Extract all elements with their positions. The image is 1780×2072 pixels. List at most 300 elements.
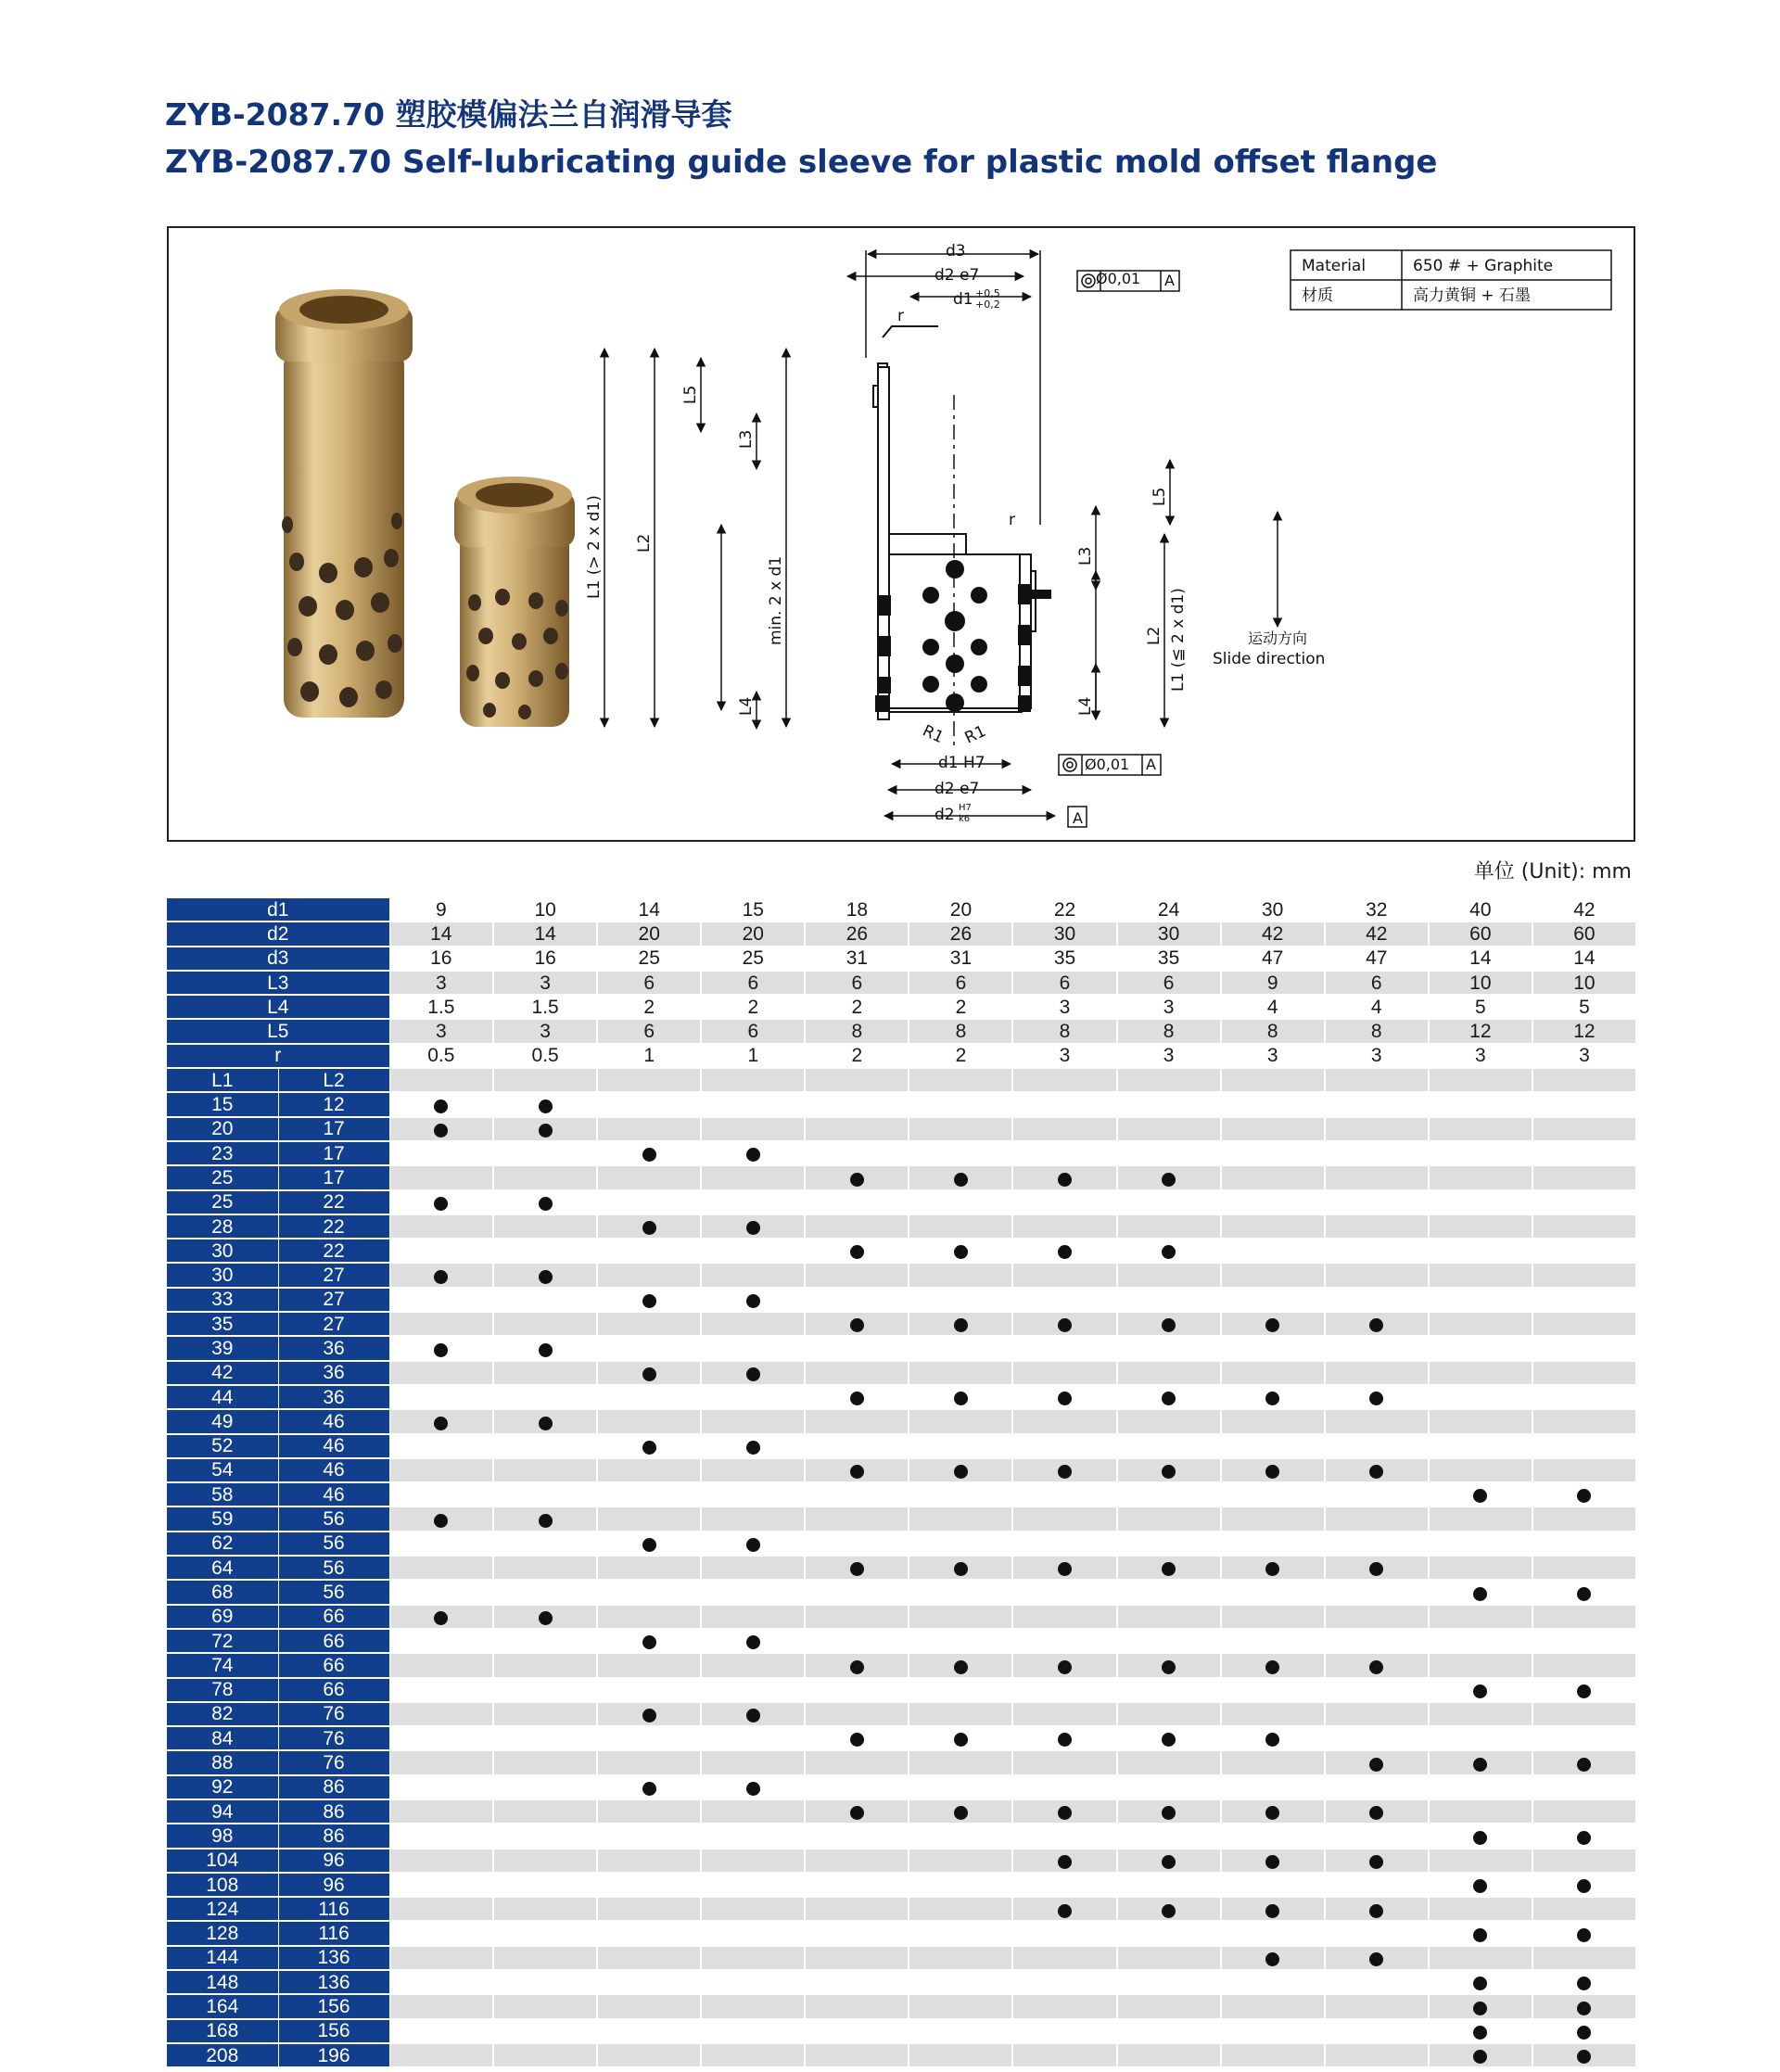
- availability-cell: [1221, 1897, 1325, 1921]
- availability-cell: [597, 1506, 701, 1531]
- available-dot-icon: [850, 1660, 864, 1674]
- availability-cell: [389, 1726, 493, 1750]
- param-value: 8: [1012, 1019, 1116, 1043]
- availability-cell: [1429, 1824, 1532, 1848]
- availability-cell: [805, 1799, 909, 1824]
- availability-cell: [1532, 1385, 1636, 1409]
- availability-cell: [597, 1849, 701, 1873]
- available-dot-icon: [954, 1318, 968, 1332]
- availability-cell: [597, 1921, 701, 1945]
- availability-cell: [805, 1117, 909, 1141]
- param-value: 2: [909, 995, 1012, 1019]
- l1-value: 92: [167, 1775, 278, 1799]
- param-value: 16: [389, 947, 493, 971]
- param-value: 9: [1221, 971, 1325, 995]
- availability-cell: [909, 1775, 1012, 1799]
- l1-value: 49: [167, 1409, 278, 1433]
- availability-cell: [493, 1288, 597, 1312]
- availability-cell: [1429, 1312, 1532, 1336]
- param-name: r: [167, 1044, 389, 1068]
- availability-cell: [1532, 1799, 1636, 1824]
- available-dot-icon: [1058, 1173, 1072, 1187]
- concentric-top: Ø0,01: [1096, 270, 1141, 287]
- l2-value: 136: [278, 1946, 389, 1970]
- l1-value: 35: [167, 1312, 278, 1336]
- availability-cell: [1221, 1263, 1325, 1287]
- availability-cell: [389, 1288, 493, 1312]
- availability-cell: [1325, 1726, 1429, 1750]
- available-dot-icon: [1162, 1173, 1176, 1187]
- l1-value: 30: [167, 1263, 278, 1287]
- l1-value: 59: [167, 1506, 278, 1531]
- available-dot-icon: [1577, 1977, 1591, 1990]
- availability-cell: [389, 1653, 493, 1677]
- availability-cell: [701, 1458, 805, 1482]
- availability-cell: [1325, 1678, 1429, 1702]
- available-dot-icon: [1473, 2050, 1487, 2064]
- label-l5-right: L5: [1151, 487, 1169, 506]
- param-value: 10: [493, 898, 597, 922]
- availability-cell: [597, 1824, 701, 1848]
- availability-cell: [805, 1263, 909, 1287]
- availability-cell: [909, 2043, 1012, 2067]
- availability-cell: [701, 1750, 805, 1774]
- availability-cell: [701, 1726, 805, 1750]
- param-value: 6: [597, 971, 701, 995]
- l2-value: 22: [278, 1214, 389, 1239]
- availability-cell: [493, 1214, 597, 1239]
- availability-cell: [493, 1190, 597, 1214]
- param-value: 6: [909, 971, 1012, 995]
- availability-cell: [1117, 1750, 1221, 1774]
- available-dot-icon: [954, 1660, 968, 1674]
- empty-cell: [389, 1068, 493, 1092]
- l1-value: 148: [167, 1970, 278, 1994]
- label-tol-lower: +0,2: [975, 299, 1000, 311]
- availability-cell: [493, 1580, 597, 1604]
- availability-cell: [597, 1117, 701, 1141]
- param-value: 16: [493, 947, 597, 971]
- l2-value: 66: [278, 1653, 389, 1677]
- param-row-d2: [167, 922, 1636, 946]
- param-value: 6: [1012, 971, 1116, 995]
- table-row: [167, 1409, 1636, 1433]
- availability-cell: [1532, 1288, 1636, 1312]
- availability-cell: [805, 1165, 909, 1189]
- availability-cell: [1117, 1482, 1221, 1506]
- availability-cell: [1532, 1312, 1636, 1336]
- availability-cell: [493, 1799, 597, 1824]
- available-dot-icon: [850, 1245, 864, 1259]
- title-chinese: ZYB-2087.70 塑胶模偏法兰自润滑导套: [165, 96, 732, 133]
- availability-cell: [1429, 1434, 1532, 1458]
- availability-cell: [1117, 1458, 1221, 1482]
- availability-cell: [1532, 1702, 1636, 1726]
- available-dot-icon: [1577, 1684, 1591, 1698]
- availability-cell: [805, 1849, 909, 1873]
- table-row: [167, 1556, 1636, 1580]
- product-figure: [167, 226, 1635, 842]
- l1-value: 88: [167, 1750, 278, 1774]
- availability-cell: [597, 1263, 701, 1287]
- availability-cell: [1325, 1141, 1429, 1165]
- param-value: 6: [1117, 971, 1221, 995]
- availability-cell: [1532, 1824, 1636, 1848]
- datum-top: A: [1164, 272, 1175, 289]
- l2-value: 136: [278, 1970, 389, 1994]
- availability-cell: [1429, 1653, 1532, 1677]
- availability-cell: [909, 1629, 1012, 1653]
- availability-cell: [493, 1824, 597, 1848]
- availability-cell: [1012, 1849, 1116, 1873]
- param-value: 0.5: [493, 1044, 597, 1068]
- slide-direction-en: Slide direction: [1213, 650, 1326, 668]
- available-dot-icon: [642, 1221, 656, 1235]
- l1-value: 168: [167, 2019, 278, 2043]
- availability-cell: [701, 1385, 805, 1409]
- availability-cell: [701, 1312, 805, 1336]
- availability-cell: [909, 1824, 1012, 1848]
- availability-cell: [597, 1532, 701, 1556]
- l2-value: 46: [278, 1482, 389, 1506]
- param-name: d2: [167, 922, 389, 946]
- availability-cell: [1221, 1580, 1325, 1604]
- availability-cell: [389, 1239, 493, 1263]
- l2-value: 56: [278, 1532, 389, 1556]
- availability-cell: [1117, 1532, 1221, 1556]
- availability-cell: [805, 1702, 909, 1726]
- availability-cell: [493, 1556, 597, 1580]
- available-dot-icon: [642, 1635, 656, 1649]
- availability-cell: [909, 1288, 1012, 1312]
- available-dot-icon: [746, 1635, 760, 1649]
- availability-cell: [1532, 1849, 1636, 1873]
- available-dot-icon: [1369, 1855, 1383, 1869]
- availability-cell: [493, 1605, 597, 1629]
- available-dot-icon: [1265, 1318, 1279, 1332]
- availability-cell: [1117, 2043, 1221, 2067]
- availability-cell: [597, 1312, 701, 1336]
- availability-cell: [597, 1434, 701, 1458]
- l1-value: 108: [167, 1873, 278, 1897]
- availability-cell: [389, 1775, 493, 1799]
- available-dot-icon: [1265, 1392, 1279, 1405]
- availability-cell: [493, 1970, 597, 1994]
- availability-cell: [1429, 1580, 1532, 1604]
- availability-cell: [1429, 1361, 1532, 1385]
- availability-cell: [597, 1556, 701, 1580]
- available-dot-icon: [1369, 1660, 1383, 1674]
- availability-cell: [1429, 1605, 1532, 1629]
- table-row: [167, 1263, 1636, 1287]
- availability-cell: [1221, 1214, 1325, 1239]
- available-dot-icon: [642, 1148, 656, 1162]
- l1-value: 28: [167, 1214, 278, 1239]
- param-name: d1: [167, 898, 389, 922]
- availability-cell: [1429, 1385, 1532, 1409]
- availability-cell: [597, 1385, 701, 1409]
- availability-cell: [1012, 1482, 1116, 1506]
- availability-cell: [1117, 1605, 1221, 1629]
- availability-cell: [597, 1702, 701, 1726]
- available-dot-icon: [1058, 1733, 1072, 1747]
- availability-cell: [1117, 1580, 1221, 1604]
- l1-value: 23: [167, 1141, 278, 1165]
- availability-cell: [1221, 2043, 1325, 2067]
- availability-cell: [389, 1409, 493, 1433]
- param-row-d1: [167, 898, 1636, 922]
- availability-cell: [1429, 1678, 1532, 1702]
- availability-cell: [909, 1141, 1012, 1165]
- availability-cell: [1325, 1702, 1429, 1726]
- availability-cell: [805, 1288, 909, 1312]
- availability-cell: [1117, 1117, 1221, 1141]
- availability-cell: [909, 1506, 1012, 1531]
- availability-cell: [1429, 1239, 1532, 1263]
- available-dot-icon: [850, 1465, 864, 1479]
- param-value: 0.5: [389, 1044, 493, 1068]
- available-dot-icon: [850, 1392, 864, 1405]
- availability-cell: [1012, 1873, 1116, 1897]
- l2-value: 156: [278, 2019, 389, 2043]
- availability-cell: [493, 1994, 597, 2018]
- availability-cell: [1221, 1849, 1325, 1873]
- l1-value: 94: [167, 1799, 278, 1824]
- datum-box: A: [1073, 809, 1083, 827]
- available-dot-icon: [1265, 1806, 1279, 1820]
- availability-cell: [389, 1605, 493, 1629]
- availability-cell: [1117, 1556, 1221, 1580]
- availability-cell: [389, 1312, 493, 1336]
- availability-cell: [805, 1897, 909, 1921]
- availability-cell: [1012, 2043, 1116, 2067]
- l1-value: 58: [167, 1482, 278, 1506]
- l2-value: 22: [278, 1239, 389, 1263]
- available-dot-icon: [746, 1441, 760, 1455]
- available-dot-icon: [1577, 1831, 1591, 1845]
- label-d1-tol: d1: [953, 290, 973, 309]
- availability-cell: [597, 1653, 701, 1677]
- table-row: [167, 1506, 1636, 1531]
- availability-cell: [1325, 1605, 1429, 1629]
- availability-cell: [1117, 1336, 1221, 1360]
- table-row: [167, 1726, 1636, 1750]
- label-tol-upper: +0,5: [975, 287, 1000, 299]
- available-dot-icon: [1577, 2026, 1591, 2040]
- availability-cell: [1012, 1556, 1116, 1580]
- l2-value: 56: [278, 1580, 389, 1604]
- availability-cell: [1325, 2043, 1429, 2067]
- param-row-l3: [167, 971, 1636, 995]
- availability-cell: [1429, 1532, 1532, 1556]
- availability-cell: [1012, 1288, 1116, 1312]
- availability-cell: [389, 1214, 493, 1239]
- availability-cell: [493, 1409, 597, 1433]
- param-value: 12: [1429, 1019, 1532, 1043]
- available-dot-icon: [642, 1367, 656, 1381]
- l2-value: 17: [278, 1165, 389, 1189]
- availability-cell: [1221, 1141, 1325, 1165]
- param-value: 2: [805, 1044, 909, 1068]
- label-l1-right: L1 (≦ 2 x d1): [1169, 588, 1188, 692]
- availability-cell: [493, 1726, 597, 1750]
- availability-cell: [1532, 1556, 1636, 1580]
- available-dot-icon: [642, 1294, 656, 1308]
- availability-cell: [701, 1921, 805, 1945]
- availability-cell: [1117, 1263, 1221, 1287]
- availability-cell: [493, 1897, 597, 1921]
- availability-cell: [493, 1141, 597, 1165]
- available-dot-icon: [1369, 1952, 1383, 1966]
- availability-cell: [805, 1141, 909, 1165]
- table-row: [167, 1629, 1636, 1653]
- empty-cell: [805, 1068, 909, 1092]
- availability-cell: [597, 1629, 701, 1653]
- availability-cell: [1532, 1141, 1636, 1165]
- label-h7: H7: [959, 803, 972, 813]
- availability-cell: [389, 1434, 493, 1458]
- param-value: 5: [1429, 995, 1532, 1019]
- availability-cell: [1117, 1506, 1221, 1531]
- available-dot-icon: [746, 1367, 760, 1381]
- availability-cell: [1325, 1117, 1429, 1141]
- l2-value: 56: [278, 1506, 389, 1531]
- l1-value: 124: [167, 1897, 278, 1921]
- l2-value: 86: [278, 1799, 389, 1824]
- availability-cell: [493, 1873, 597, 1897]
- label-d2-bottom: d2: [934, 806, 955, 824]
- specification-table: [167, 898, 1637, 2068]
- available-dot-icon: [1369, 1465, 1383, 1479]
- product-photo-short-sleeve: [454, 477, 575, 727]
- availability-cell: [1532, 1092, 1636, 1116]
- availability-cell: [493, 1653, 597, 1677]
- availability-cell: [493, 1239, 597, 1263]
- technical-drawing: [604, 250, 1611, 827]
- param-row-r: [167, 1044, 1636, 1068]
- label-l4-right: L4: [1076, 696, 1095, 716]
- availability-cell: [1012, 1506, 1116, 1531]
- availability-cell: [805, 1556, 909, 1580]
- availability-cell: [805, 1239, 909, 1263]
- availability-cell: [1325, 1385, 1429, 1409]
- availability-cell: [805, 1653, 909, 1677]
- availability-cell: [493, 1678, 597, 1702]
- label-d1h7: d1 H7: [938, 754, 985, 772]
- available-dot-icon: [1058, 1318, 1072, 1332]
- available-dot-icon: [1473, 1879, 1487, 1893]
- availability-cell: [701, 1409, 805, 1433]
- available-dot-icon: [642, 1782, 656, 1796]
- availability-cell: [1325, 1897, 1429, 1921]
- availability-cell: [701, 1190, 805, 1214]
- availability-cell: [1325, 1824, 1429, 1848]
- availability-cell: [1532, 1750, 1636, 1774]
- availability-cell: [1325, 1970, 1429, 1994]
- availability-cell: [1117, 1873, 1221, 1897]
- availability-cell: [1429, 1921, 1532, 1945]
- availability-cell: [909, 1726, 1012, 1750]
- param-value: 3: [1012, 1044, 1116, 1068]
- param-value: 42: [1221, 922, 1325, 946]
- availability-cell: [389, 1873, 493, 1897]
- availability-cell: [805, 1312, 909, 1336]
- availability-cell: [1221, 1482, 1325, 1506]
- availability-cell: [1429, 2043, 1532, 2067]
- availability-cell: [1532, 1946, 1636, 1970]
- availability-cell: [1012, 1532, 1116, 1556]
- availability-cell: [1117, 1190, 1221, 1214]
- available-dot-icon: [1058, 1245, 1072, 1259]
- param-value: 6: [701, 1019, 805, 1043]
- availability-cell: [909, 1409, 1012, 1433]
- available-dot-icon: [1058, 1904, 1072, 1918]
- param-row-l5: [167, 1019, 1636, 1043]
- param-value: 25: [597, 947, 701, 971]
- param-value: 40: [1429, 898, 1532, 922]
- availability-cell: [805, 1946, 909, 1970]
- l1-value: 44: [167, 1385, 278, 1409]
- param-value: 2: [701, 995, 805, 1019]
- param-value: 6: [805, 971, 909, 995]
- table-row: [167, 1165, 1636, 1189]
- l2-value: 196: [278, 2043, 389, 2067]
- available-dot-icon: [1162, 1245, 1176, 1259]
- availability-cell: [1117, 1141, 1221, 1165]
- available-dot-icon: [1473, 1831, 1487, 1845]
- availability-cell: [1532, 1506, 1636, 1531]
- available-dot-icon: [1369, 1904, 1383, 1918]
- availability-cell: [597, 1482, 701, 1506]
- availability-cell: [1325, 1214, 1429, 1239]
- l1-value: 30: [167, 1239, 278, 1263]
- availability-cell: [389, 1629, 493, 1653]
- availability-cell: [1221, 1824, 1325, 1848]
- availability-cell: [1221, 1458, 1325, 1482]
- availability-cell: [1221, 1556, 1325, 1580]
- available-dot-icon: [434, 1124, 448, 1138]
- available-dot-icon: [1473, 1489, 1487, 1503]
- l2-value: 86: [278, 1824, 389, 1848]
- availability-cell: [389, 1092, 493, 1116]
- l2-value: 66: [278, 1605, 389, 1629]
- l2-value: 12: [278, 1092, 389, 1116]
- availability-cell: [1532, 1263, 1636, 1287]
- label-k6: k6: [959, 814, 971, 824]
- availability-cell: [1221, 2019, 1325, 2043]
- param-value: 31: [805, 947, 909, 971]
- l1-value: 164: [167, 1994, 278, 2018]
- availability-cell: [1325, 1458, 1429, 1482]
- table-row: [167, 1532, 1636, 1556]
- l1-value: 15: [167, 1092, 278, 1116]
- table-row: [167, 1897, 1636, 1921]
- availability-cell: [909, 1970, 1012, 1994]
- availability-cell: [1221, 1312, 1325, 1336]
- available-dot-icon: [1162, 1904, 1176, 1918]
- available-dot-icon: [954, 1733, 968, 1747]
- availability-cell: [1012, 1678, 1116, 1702]
- available-dot-icon: [434, 1514, 448, 1528]
- available-dot-icon: [1577, 1928, 1591, 1942]
- availability-cell: [1532, 1458, 1636, 1482]
- availability-cell: [701, 1288, 805, 1312]
- param-value: 6: [597, 1019, 701, 1043]
- empty-cell: [493, 1068, 597, 1092]
- availability-cell: [701, 1849, 805, 1873]
- available-dot-icon: [642, 1538, 656, 1552]
- availability-cell: [701, 1946, 805, 1970]
